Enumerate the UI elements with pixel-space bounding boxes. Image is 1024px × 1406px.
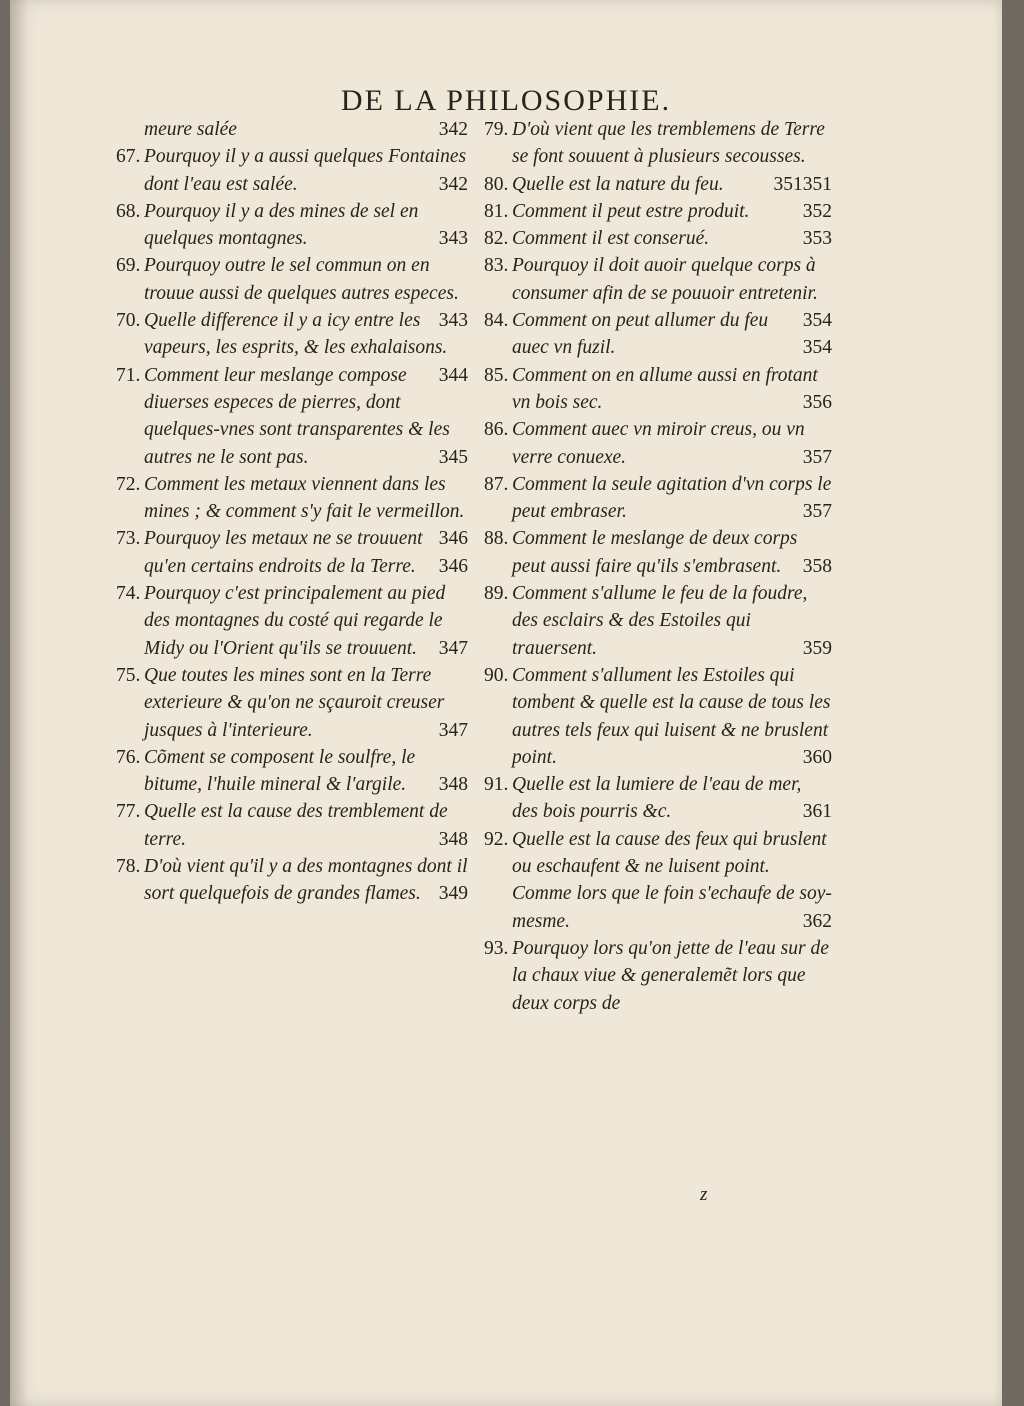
entry-page: 357 (802, 446, 832, 468)
toc-entry (116, 362, 468, 471)
entry-number: 92. (484, 828, 509, 850)
entry-text: Quelle est la lumiere de l'eau de mer, des bois pourris &c. (512, 774, 802, 823)
toc-entry (116, 198, 468, 253)
entry-page: 347 (438, 719, 468, 741)
entry-text: Quelle est la nature du feu. (512, 173, 724, 195)
toc-entry (484, 171, 832, 198)
entry-number: 69. (116, 255, 141, 277)
toc-entry (116, 525, 468, 580)
entry-text: D'où vient que les tremblemens de Terre se font souuent à plusieurs secousses. (512, 119, 825, 168)
entry-number: 75. (116, 664, 141, 686)
entry-text: Comment la seule agitation d'vn corps le peut embraser. (512, 473, 832, 523)
toc-entry (484, 307, 832, 362)
entry-text: Quelle difference il y a icy entre les vapeurs, les esprits, & les exhalaisons. (144, 310, 448, 359)
toc-entry (484, 525, 832, 580)
entry-text: Pourquoy c'est principalement au pied des montagnes du costé qui regarde le Midy ou l'Orient qu'ils se trouuent. (144, 583, 446, 659)
entry-number: 86. (484, 419, 509, 441)
entry-page: 344 (438, 364, 468, 386)
entry-page: 361 (802, 801, 832, 823)
entry-text: Comment il peut estre produit. (512, 200, 750, 222)
entry-number: 84. (484, 310, 509, 332)
toc-entry (484, 580, 832, 662)
entry-number: 72. (116, 473, 141, 495)
entry-text: Comment s'allume le feu de la foudre, des esclairs & des Estoiles qui trauersent. (512, 583, 808, 659)
entry-page: 346 (438, 528, 468, 550)
book-page (10, 0, 1002, 1406)
entry-number: 78. (116, 856, 141, 878)
entry-page: 347 (438, 637, 468, 659)
entry-page: 360 (802, 746, 832, 768)
entry-text: Comment s'allument les Estoiles qui tombent & quelle est la cause de tous les autres tels feux qui luisent & ne bruslent point. (512, 664, 831, 768)
entry-number: 80. (484, 173, 509, 195)
toc-entry (484, 771, 832, 826)
entry-text: Pourquoy il y a des mines de sel en quelques montagnes. (144, 200, 419, 250)
entry-page: 359 (802, 637, 832, 659)
entry-page: 348 (438, 774, 468, 796)
entry-number: 71. (116, 364, 141, 386)
toc-entry (116, 143, 468, 198)
entry-text: Pourquoy il doit auoir quelque corps à consumer afin de se pouuoir entretenir. (512, 255, 818, 304)
entry-number: 85. (484, 364, 509, 386)
toc-entry (116, 580, 468, 662)
entry-page: 356 (802, 391, 832, 413)
entry-page: 342 (438, 173, 468, 195)
toc-entry (484, 416, 832, 471)
entry-page: 351 (802, 173, 832, 195)
entry-text: D'où vient qu'il y a des montagnes dont il sort quelquefois de grandes flames. (144, 856, 468, 905)
entry-number: 93. (484, 937, 509, 959)
entry-number: 68. (116, 200, 141, 222)
entry-number: 70. (116, 310, 141, 332)
entry-page: 357 (802, 501, 832, 523)
toc-entry (116, 744, 468, 799)
entry-number: 90. (484, 664, 509, 686)
entry-page: 349 (438, 883, 468, 905)
entry-number: 82. (484, 228, 509, 250)
entry-number: 74. (116, 583, 141, 605)
toc-entry (116, 116, 468, 143)
entry-number: 89. (484, 583, 509, 605)
toc-entry (484, 198, 832, 225)
toc-entry (484, 225, 832, 252)
entry-number: 73. (116, 528, 141, 550)
entry-page: 353 (802, 228, 832, 250)
entry-number: 77. (116, 801, 141, 823)
entry-text: meure salée (144, 119, 237, 140)
entry-page: 354 (802, 337, 832, 359)
entry-text: Comment leur meslange compose diuerses especes de pierres, dont quelques-vnes sont transparentes & les autres ne le sont pas. (144, 364, 450, 468)
entry-number: 88. (484, 528, 509, 550)
entry-page: 351 (773, 173, 803, 195)
entry-page: 346 (438, 555, 468, 577)
signature-mark: z (700, 1184, 708, 1205)
entry-number: 87. (484, 473, 509, 495)
entry-text: Pourquoy il y a aussi quelques Fontaines dont l'eau est salée. (144, 146, 467, 195)
entry-page: 358 (802, 555, 832, 577)
toc-entry (484, 471, 832, 526)
right-column (484, 116, 832, 1017)
entry-text: Pourquoy les metaux ne se trouuent qu'en certains endroits de la Terre. (144, 528, 423, 577)
entry-text: Comment les metaux viennent dans les mines ; & comment s'y fait le vermeillon. (144, 473, 465, 523)
entry-page: 348 (438, 828, 468, 850)
entry-number: 91. (484, 774, 509, 796)
entry-text: Comment on peut allumer du feu auec vn fuzil. (512, 310, 769, 359)
toc-entry (116, 662, 468, 744)
entry-number: 83. (484, 255, 509, 277)
entry-page: 343 (438, 228, 468, 250)
entry-page: 345 (438, 446, 468, 468)
entry-text: Comment le meslange de deux corps peut aussi faire qu'ils s'embrasent. (512, 528, 798, 577)
entry-page: 342 (438, 119, 468, 140)
entry-page: 343 (438, 310, 468, 332)
entry-text: Pourquoy lors qu'on jette de l'eau sur de la chaux viue & generalemẽt lors que deux corps de (512, 937, 829, 1014)
toc-entry (484, 935, 832, 1017)
toc-entry (484, 362, 832, 417)
entry-text: Cõment se composent le soulfre, le bitume, l'huile mineral & l'argile. (144, 746, 416, 796)
entry-number: 81. (484, 200, 509, 222)
entry-number: 76. (116, 746, 141, 768)
left-column (116, 116, 468, 908)
entry-text: Comment auec vn miroir creus, ou vn verre conuexe. (512, 419, 805, 468)
entry-text: Comment on en allume aussi en frotant vn bois sec. (512, 364, 818, 413)
toc-entry (116, 853, 468, 908)
entry-text: Quelle est la cause des tremblement de terre. (144, 801, 448, 850)
toc-entry (484, 662, 832, 771)
entry-page: 362 (802, 910, 832, 932)
entry-text: Quelle est la cause des feux qui bruslent ou eschaufent & ne luisent point. Comme lors que le foin s'echaufe de soy-mesme. (512, 828, 832, 932)
entry-text: Comment il est conserué. (512, 228, 710, 250)
entry-text: Que toutes les mines sont en la Terre exterieure & qu'on ne sçauroit creuser jusques à l'interieure. (144, 664, 445, 741)
entry-page: 352 (802, 200, 832, 222)
entry-number: 67. (116, 146, 141, 168)
entry-page: 354 (802, 310, 832, 332)
toc-entry (484, 826, 832, 935)
running-header: DE LA PHILOSOPHIE. (340, 84, 672, 117)
toc-entry (116, 798, 468, 853)
entry-text: Pourquoy outre le sel commun on en trouue aussi de quelques autres especes. (144, 255, 459, 304)
entry-number: 79. (484, 119, 509, 140)
